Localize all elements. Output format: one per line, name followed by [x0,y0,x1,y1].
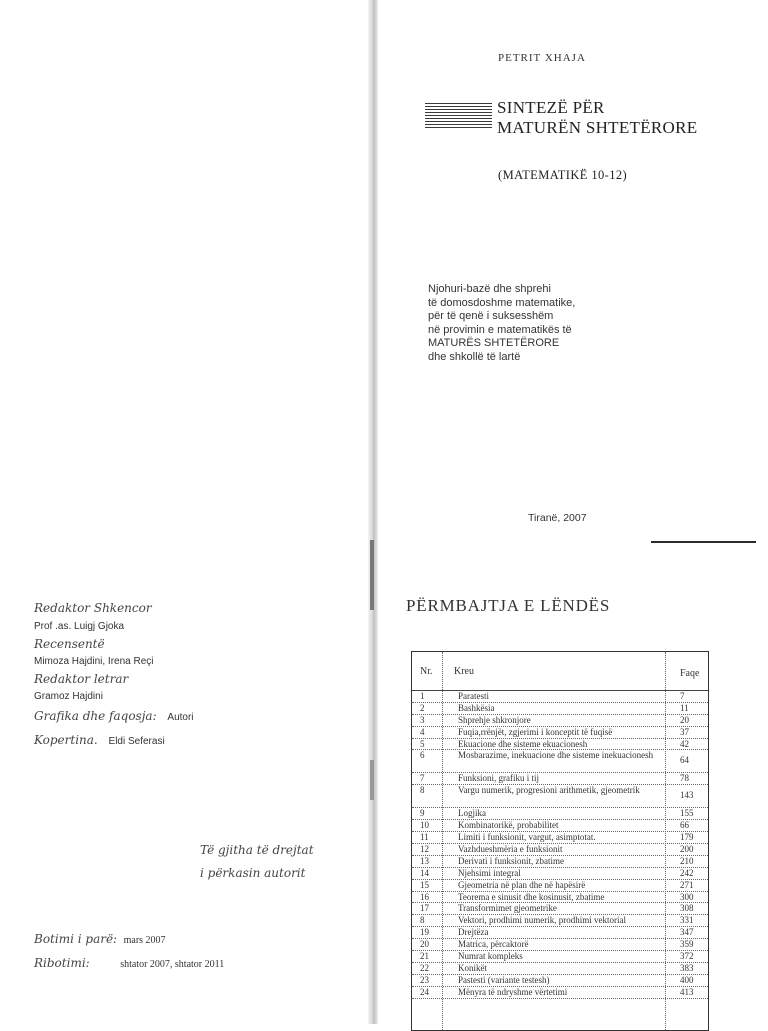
edition-value: mars 2007 [123,935,166,946]
toc-row [412,951,708,963]
toc-row-number: 24 [420,986,429,997]
toc-row-number: 8 [420,915,425,926]
toc-row-page: 300 [680,891,694,902]
credit-label: Redaktor letrar [34,672,129,686]
toc-row-page: 200 [680,844,694,855]
toc-row-title: Mënyra të ndryshme vërtetimi [458,986,568,997]
toc-row-title: Konikët [458,962,487,973]
description-line: MATURËS SHTETËRORE [428,337,560,349]
toc-row-number: 7 [420,773,425,784]
toc-row-number: 3 [420,714,425,725]
toc-row-title: Ekuacione dhe sisteme ekuacionesh [458,738,588,749]
rights-line-2: i përkasin autorit [200,866,306,880]
toc-row [412,832,708,844]
toc-row [412,856,708,868]
toc-row-title: Fuqia,rrënjët, zgjerimi i konceptit të fuqisë [458,726,613,737]
toc-row-page: 400 [680,974,694,985]
toc-row [412,727,708,739]
toc-header-page: Faqe [680,668,700,679]
toc-row [412,987,708,999]
toc-row [412,939,708,951]
toc-row-page: 347 [680,927,694,938]
credit-value: Autori [167,712,194,723]
toc-row-page: 11 [680,702,689,713]
credit-label: Grafika dhe faqosja: [34,709,157,723]
description-line: në provimin e matematikës të [428,323,572,336]
credit-label: Redaktor Shkencor [34,601,152,615]
toc-row-page: 64 [680,755,689,766]
toc-row [412,927,708,939]
toc-row [412,703,708,715]
toc-row-number: 2 [420,702,425,713]
toc-row [412,691,708,703]
toc-row-title: Limiti i funksionit, vargut, asimptotat. [458,832,596,843]
toc-row-number: 12 [420,844,429,855]
description-line: Njohuri-bazë dhe shprehi [428,283,551,295]
toc-row-title: Drejtëza [458,927,489,938]
credit-value: Gramoz Hajdini [34,691,103,702]
author-name: PETRIT XHAJA [498,52,586,64]
toc-row-page: 20 [680,714,689,725]
toc-row-title: Funksioni, grafiku i tij [458,773,539,784]
title-ornament [425,103,492,129]
reprint [34,956,224,970]
first-edition [34,932,166,946]
toc-row [412,785,708,808]
toc-row-title: Gjeometria në plan dhe në hapësirë [458,879,586,890]
toc-row [412,773,708,785]
toc-row-title: Njehsimi integral [458,867,521,878]
page-gutter [368,0,378,1024]
toc-row-title: Shprehje shkronjore [458,714,531,725]
toc-row-page: 37 [680,726,689,737]
credit-value: Eldi Seferasi [108,736,165,747]
toc-row-page: 308 [680,903,694,914]
toc-row-title: Matrica, përcaktorë [458,939,529,950]
toc-header-nr: Nr. [420,666,433,677]
toc-row-number: 19 [420,927,429,938]
toc-row-number: 22 [420,962,429,973]
toc-row-number: 9 [420,808,425,819]
toc-row-title: Paratesti [458,691,489,701]
toc-row-page: 271 [680,879,694,890]
description-line: dhe shkollë të lartë [428,350,521,363]
toc-row [412,820,708,832]
toc-row [412,915,708,927]
book-title-line-1: SINTEZË PËR [497,98,605,117]
toc-row-page: 42 [680,738,689,749]
toc-row-page: 7 [680,691,685,701]
toc-row-title: Bashkësia [458,702,495,713]
toc-row [412,975,708,987]
book-title-line-2: MATURËN SHTETËRORE [497,118,698,137]
toc-row-page: 359 [680,939,694,950]
left-page [0,0,374,1024]
divider-rule [651,541,756,543]
toc-row [412,868,708,880]
toc-row-number: 15 [420,879,429,890]
binding-shadow [370,540,374,610]
toc-row [412,739,708,751]
toc-row-title: Vazhdueshmëria e funksionit [458,844,563,855]
toc-row-page: 242 [680,867,694,878]
toc-row [412,750,708,773]
toc-row-page: 179 [680,832,694,843]
toc-row-title: Transformimet gjeometrike [458,903,557,914]
toc-row [412,808,708,820]
credit-value: Mimoza Hajdini, Irena Reçi [34,656,154,667]
edition-value: shtator 2007, shtator 2011 [120,959,225,970]
toc-body [412,691,708,999]
toc-row-number: 5 [420,738,425,749]
toc-row-page: 372 [680,951,694,962]
description-line: të domosdoshme matematike, [428,296,576,309]
toc-row-page: 66 [680,820,689,831]
toc-row-title: Kombinatorikë, probabilitet [458,820,559,831]
toc-row-title: Pastesti (variante testesh) [458,974,550,985]
toc-row-number: 6 [420,750,425,761]
toc-header-chapter: Kreu [454,666,474,677]
toc-row-page: 383 [680,962,694,973]
toc-row-number: 4 [420,726,425,737]
toc-row [412,715,708,727]
toc-row-page: 331 [680,915,694,926]
toc-row-page: 78 [680,773,689,784]
credit-label: Kopertina. [34,733,98,747]
toc-row [412,880,708,892]
toc-row-number: 13 [420,855,429,866]
toc-row-number: 11 [420,832,429,843]
toc-row-number: 17 [420,903,429,914]
credit-line [34,733,165,747]
toc-row-title: Vargu numerik, progresioni arithmetik, gjeometrik [458,785,640,796]
credit-line [34,709,194,723]
toc-header-row [412,652,708,691]
description-line: për të qenë i suksesshëm [428,310,554,322]
place-and-year: Tiranë, 2007 [528,512,587,524]
toc-row [412,963,708,975]
toc-row-page: 155 [680,808,694,819]
edition-label: Ribotimi: [34,956,90,970]
toc-row-number: 14 [420,867,429,878]
toc-row [412,892,708,904]
toc-row-page: 210 [680,855,694,866]
contents-heading: PËRMBAJTJA E LËNDËS [406,596,611,615]
toc-row-number: 16 [420,891,429,902]
credit-value: Prof .as. Luigj Gjoka [34,621,125,632]
edition-label: Botimi i parë: [34,932,118,946]
toc-row-number: 10 [420,820,429,831]
toc-row-title: Teorema e sinusit dhe kosinusit, zbatime [458,891,605,902]
toc-row [412,844,708,856]
book-description [428,283,575,364]
toc-row-page: 413 [680,986,694,997]
toc-row-page: 143 [680,790,694,801]
toc-row-number: 21 [420,951,429,962]
credit-label: Recensentë [34,637,105,651]
toc-row-title: Numrat kompleks [458,951,523,962]
toc-row-number: 20 [420,939,429,950]
toc-row-number: 8 [420,785,425,796]
table-of-contents [411,651,709,1031]
toc-row-title: Logjika [458,808,486,819]
toc-row-title: Vektori, prodhimi numerik, prodhimi vektorial [458,915,626,926]
rights-line-1: Të gjitha të drejtat [200,843,314,857]
toc-row [412,903,708,915]
toc-row-number: 1 [420,691,425,701]
book-subtitle: (MATEMATIKË 10-12) [498,168,628,182]
toc-row-title: Mosbarazime, inekuacione dhe sisteme inekuacionesh [458,750,654,761]
binding-shadow [370,760,374,800]
toc-row-title: Derivati i funksionit, zbatime [458,855,564,866]
toc-row-number: 23 [420,974,429,985]
